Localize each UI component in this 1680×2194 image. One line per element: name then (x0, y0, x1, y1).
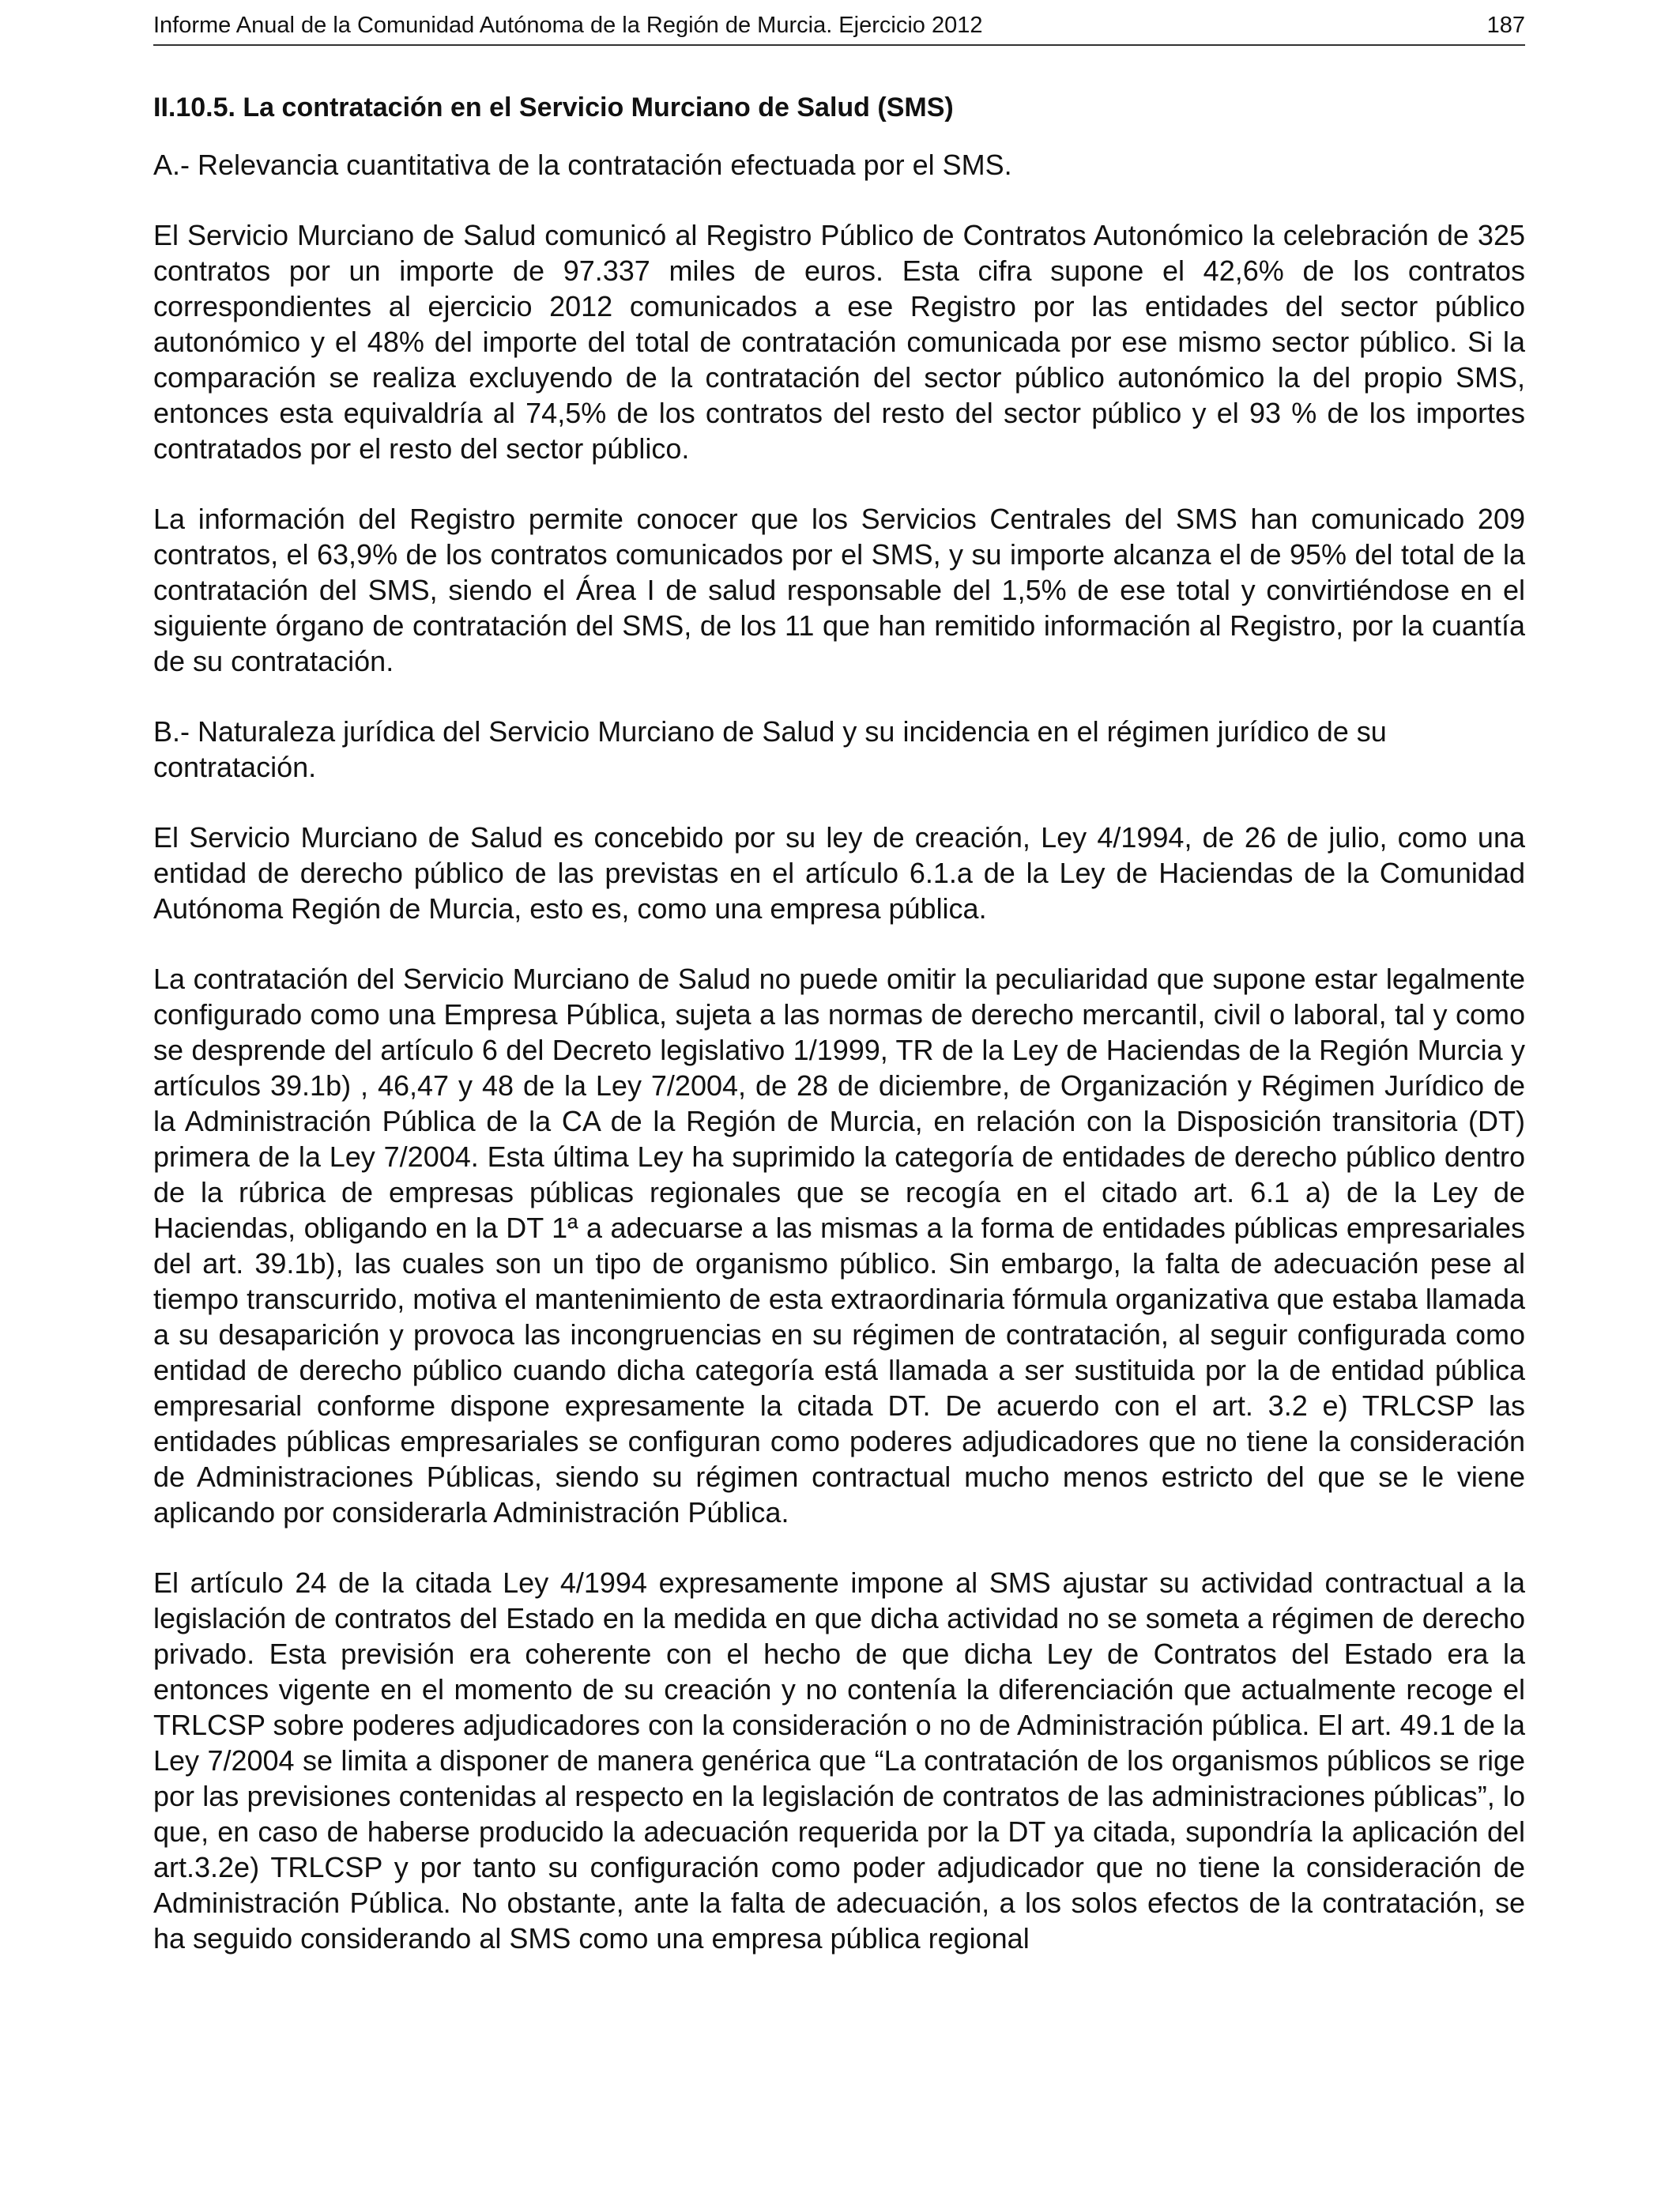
header-title: Informe Anual de la Comunidad Autónoma de la Región de Murcia. Ejercicio 2012 (153, 13, 983, 38)
subheading-a: A.- Relevancia cuantitativa de la contratación efectuada por el SMS. (153, 149, 1012, 181)
section-title: II.10.5. La contratación en el Servicio Murciano de Salud (SMS) (153, 92, 954, 123)
paragraph: El Servicio Murciano de Salud es concebido por su ley de creación, Ley 4/1994, de 26 de julio, como una entidad de derecho público de las previstas en el artículo 6.1.a de la Ley de Haciendas de la Comunidad Autónoma Región de Murcia, esto es, como una empresa pública. (153, 821, 1525, 925)
running-header (153, 6, 1525, 46)
page-number: 187 (1486, 13, 1525, 38)
paragraph: El artículo 24 de la citada Ley 4/1994 expresamente impone al SMS ajustar su actividad contractual a la legislación de contratos del Estado en la medida en que dicha actividad no se someta a régimen de derecho privado. Esta previsión era coherente con el hecho de que dicha Ley de Contratos del Estado era la entonces vigente en el momento de su creación y no contenía la diferenciación que actualmente recoge el TRLCSP sobre poderes adjudicadores con la consideración o no de Administración pública. El art. 49.1 de la Ley 7/2004 se limita a disponer de manera genérica que “La contratación de los organismos públicos se rige por las previsiones contenidas al respecto en la legislación de contratos de las administraciones públicas”, lo que, en caso de haberse producido la adecuación requerida por la DT ya citada, supondría la aplicación del art.3.2e) TRLCSP y por tanto su configuración como poder adjudicador que no tiene la consideración de Administración Pública. No obstante, ante la falta de adecuación, a los solos efectos de la contratación, se ha seguido considerando al SMS como una empresa pública regional (153, 1566, 1525, 1955)
paragraph: La información del Registro permite conocer que los Servicios Centrales del SMS han comunicado 209 contratos, el 63,9% de los contratos comunicados por el SMS, y su importe alcanza el de 95% del total de la contratación del SMS, siendo el Área I de salud responsable del 1,5% de ese total y convirtiéndose en el siguiente órgano de contratación del SMS, de los 11 que han remitido información al Registro, por la cuantía de su contratación. (153, 503, 1525, 677)
paragraph: La contratación del Servicio Murciano de Salud no puede omitir la peculiaridad que supone estar legalmente configurado como una Empresa Pública, sujeta a las normas de derecho mercantil, civil o laboral, tal y como se desprende del artículo 6 del Decreto legislativo 1/1999, TR de la Ley de Haciendas de la Región Murcia y artículos 39.1b) , 46,47 y 48 de la Ley 7/2004, de 28 de diciembre, de Organización y Régimen Jurídico de la Administración Pública de la CA de la Región de Murcia, en relación con la Disposición transitoria (DT) primera de la Ley 7/2004. Esta última Ley ha suprimido la categoría de entidades de derecho público dentro de la rúbrica de empresas públicas regionales que se recogía en el citado art. 6.1 a) de la Ley de Haciendas, obligando en la DT 1ª a adecuarse a las mismas a la forma de entidades públicas empresariales del art. 39.1b), las cuales son un tipo de organismo público. Sin embargo, la falta de adecuación pese al tiempo transcurrido, motiva el mantenimiento de esta extraordinaria fórmula organizativa que estaba llamada a su desaparición y provoca las incongruencias en su régimen de contratación, al seguir configurada como entidad de derecho público cuando dicha categoría está llamada a ser sustituida por la de entidad pública empresarial conforme dispone expresamente la citada DT. De acuerdo con el art. 3.2 e) TRLCSP las entidades públicas empresariales se configuran como poderes adjudicadores que no tiene la consideración de Administraciones Públicas, siendo su régimen contractual mucho menos estricto del que se le viene aplicando por considerarla Administración Pública. (153, 963, 1525, 1529)
document-page (153, 0, 1525, 1991)
paragraph: El Servicio Murciano de Salud comunicó al Registro Público de Contratos Autonómico la celebración de 325 contratos por un importe de 97.337 miles de euros. Esta cifra supone el 42,6% de los contratos correspondientes al ejercicio 2012 comunicados a ese Registro por las entidades del sector público autonómico y el 48% del importe del total de contratación comunicada por ese mismo sector público. Si la comparación se realiza excluyendo de la contratación del sector público autonómico la del propio SMS, entonces esta equivaldría al 74,5% de los contratos del resto del sector público y el 93 % de los importes contratados por el resto del sector público. (153, 219, 1525, 465)
subheading-b: B.- Naturaleza jurídica del Servicio Murciano de Salud y su incidencia en el régimen jurídico de su contratación. (153, 715, 1387, 783)
